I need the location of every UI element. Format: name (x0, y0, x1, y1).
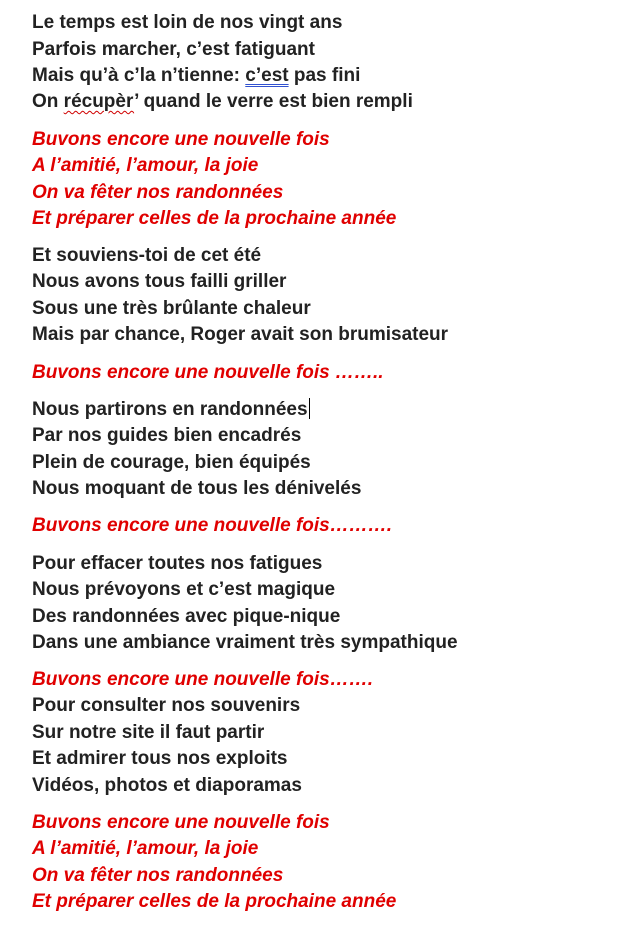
verse-line: Sous une très brûlante chaleur (32, 298, 311, 319)
verse-line: Et souviens-toi de cet été (32, 245, 262, 266)
grammar-flagged-word[interactable]: c’est (245, 65, 289, 86)
text-cursor (309, 398, 310, 419)
chorus-line: Buvons encore une nouvelle fois (32, 812, 330, 833)
verse-line (32, 90, 413, 114)
verse-line: Par nos guides bien encadrés (32, 425, 302, 446)
verse-line: Mais par chance, Roger avait son brumisateur (32, 324, 449, 345)
verse-line: Pour effacer toutes nos fatigues (32, 553, 323, 574)
verse-line: Le temps est loin de nos vingt ans (32, 12, 343, 33)
verse-line: Des randonnées avec pique-nique (32, 606, 341, 627)
verse-line (32, 398, 310, 422)
verse-line: Vidéos, photos et diaporamas (32, 775, 302, 796)
verse-line: Nous moquant de tous les dénivelés (32, 478, 362, 499)
chorus-line: Buvons encore une nouvelle fois (32, 129, 330, 150)
chorus-line: Et préparer celles de la prochaine année (32, 891, 397, 912)
verse-line: Pour consulter nos souvenirs (32, 695, 301, 716)
chorus-line: On va fêter nos randonnées (32, 865, 284, 886)
verse-text: On (32, 91, 64, 112)
verse-line: Sur notre site il faut partir (32, 722, 265, 743)
verse-line: Et admirer tous nos exploits (32, 748, 288, 769)
verse-line: Nous prévoyons et c’est magique (32, 579, 336, 600)
verse-text: ’ quand le verre est bien rempli (134, 91, 413, 112)
verse-line (32, 64, 360, 88)
chorus-line: A l’amitié, l’amour, la joie (32, 155, 259, 176)
verse-line: Nous avons tous failli griller (32, 271, 287, 292)
chorus-line: Buvons encore une nouvelle fois …….. (32, 362, 384, 383)
chorus-line: Et préparer celles de la prochaine année (32, 208, 397, 229)
verse-line: Plein de courage, bien équipés (32, 452, 311, 473)
verse-line: Dans une ambiance vraiment très sympathique (32, 632, 458, 653)
verse-line: Parfois marcher, c’est fatiguant (32, 39, 315, 60)
verse-text: Nous partirons en randonnées (32, 399, 308, 420)
chorus-line: On va fêter nos randonnées (32, 182, 284, 203)
chorus-line: A l’amitié, l’amour, la joie (32, 838, 259, 859)
chorus-line: Buvons encore une nouvelle fois……. (32, 669, 374, 690)
verse-text: Mais qu’à c’la n’tienne: (32, 65, 246, 86)
spelling-flagged-word[interactable]: récupèr (63, 91, 135, 112)
chorus-line: Buvons encore une nouvelle fois………. (32, 515, 393, 536)
verse-text: pas fini (288, 65, 361, 86)
